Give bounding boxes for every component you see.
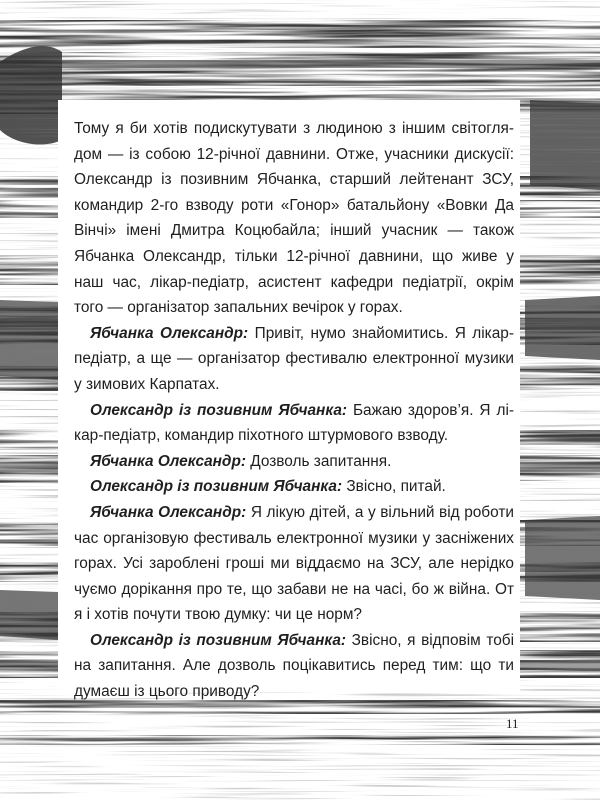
speaker-label: Ябчанка Олександр: xyxy=(90,503,247,521)
speaker-label: Олександр із позивним Ябчанка: xyxy=(90,478,343,496)
speaker-label: Ябчанка Олександр: xyxy=(90,324,249,342)
page-number: 11 xyxy=(506,716,519,731)
dialogue-paragraph: Ябчанка Олександр: Я лікую дітей, а у вільний від роботи час організовую фестиваль електронної музики у засніжених горах. Усі зароблені гроші ми віддаємо на ЗСУ, але нерідко чуємо дорікання про те, що забави не на часі, бо ж війна. От я і хотів почути твою думку: чи це норм? xyxy=(74,503,514,624)
dialogue-paragraph: Олександр із позивним Ябчанка: Звісно, питай. xyxy=(90,478,446,496)
dialogue-paragraph: Ябчанка Олександр: Дозволь запитання. xyxy=(90,452,392,470)
dialogue-paragraph: Олександр із позивним Ябчанка: Звісно, я відповім тобі на запитання. Але дозволь поцікавитись перед тим: що ти думаєш із цього приводу? xyxy=(74,631,514,701)
intro-paragraph: Тому я би хотів подискутувати з людиною з іншим світоглядом — із собою 12-річної давнини. Отже, учасники дискусії: Олександр із позивним Ябчанка, старший лейтенант ЗСУ, командир 2-го взводу роти «Гонор» батальйону «Вовки Да Вінчі» імені Дмитра Коцюбайла; інший учасник — також Ябчанка Олександр, тільки 12-річної давнини, що живе у наш час, лікар-педіатр, асистент кафедри педіатрії, окрім того — організатор запальних вечірок у горах. xyxy=(74,120,514,317)
speaker-label: Олександр із позивним Ябчанка: xyxy=(90,631,347,649)
page-body xyxy=(74,116,514,705)
dialogue-paragraph: Ябчанка Олександр: Привіт, нумо знайомитись. Я лікар-педіатр, а ще — організатор фестивалю електронної музики у зимових Карпатах. xyxy=(74,324,514,393)
dialogue-paragraph: Олександр із позивним Ябчанка: Бажаю здоров’я. Я лікар-педіатр, командир піхотного штурмового взводу. xyxy=(74,401,515,445)
speaker-label: Олександр із позивним Ябчанка: xyxy=(90,401,348,419)
speaker-label: Ябчанка Олександр: xyxy=(90,452,246,470)
